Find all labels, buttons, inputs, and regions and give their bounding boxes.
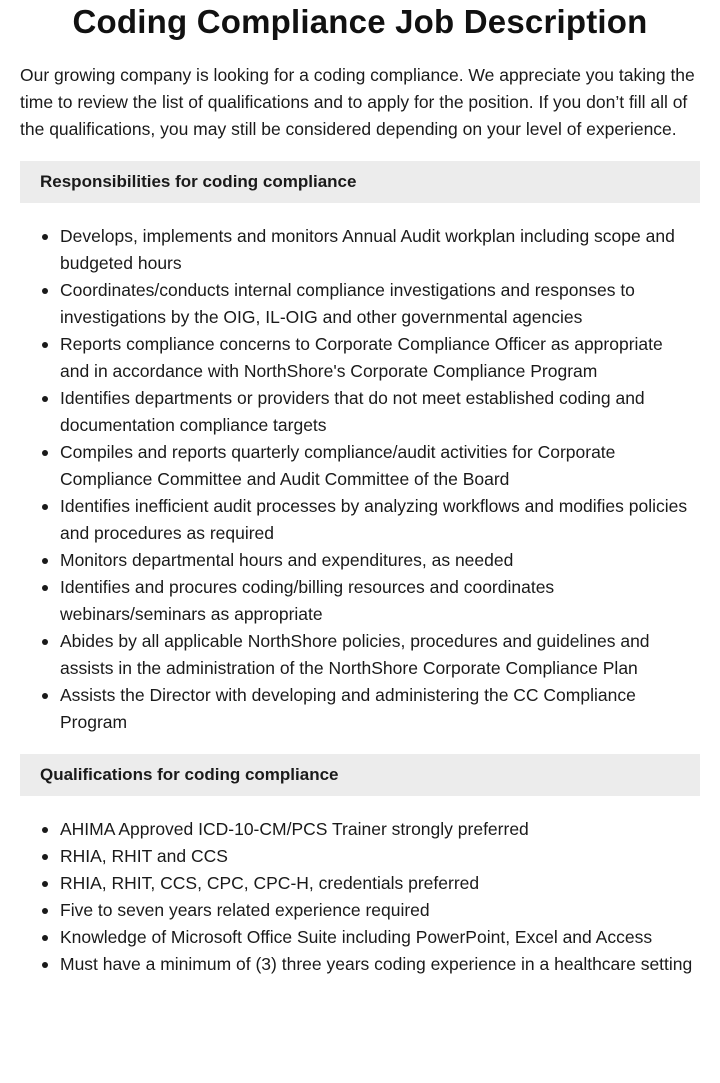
qualifications-list [20,816,700,978]
list-item [60,277,700,331]
bullet-icon [42,827,48,833]
bullet-icon [42,585,48,591]
list-item [60,924,700,951]
bullet-icon [42,881,48,887]
list-item [60,843,700,870]
list-item-text: Compiles and reports quarterly compliance/audit activities for Corporate Compliance Committee and Audit Committee of the Board [60,442,616,489]
list-item [60,493,700,547]
list-item [60,870,700,897]
bullet-icon [42,639,48,645]
list-item-text: RHIA, RHIT, CCS, CPC, CPC-H, credentials preferred [60,873,480,893]
bullet-icon [42,234,48,240]
bullet-icon [42,693,48,699]
list-item-text: Reports compliance concerns to Corporate Compliance Officer as appropriate and in accordance with NorthShore's Corporate Compliance Program [60,334,663,381]
list-item [60,897,700,924]
list-item-text: Identifies and procures coding/billing resources and coordinates webinars/seminars as appropriate [60,577,555,624]
responsibilities-list [20,223,700,736]
list-item-text: AHIMA Approved ICD-10-CM/PCS Trainer strongly preferred [60,819,529,839]
list-item [60,223,700,277]
bullet-icon [42,908,48,914]
list-item-text: Monitors departmental hours and expenditures, as needed [60,550,514,570]
list-item-text: Coordinates/conducts internal compliance investigations and responses to investigations by the OIG, IL-OIG and other governmental agencies [60,280,635,327]
bullet-icon [42,288,48,294]
bullet-icon [42,450,48,456]
bullet-icon [42,396,48,402]
list-item [60,547,700,574]
list-item [60,574,700,628]
page-title: Coding Compliance Job Description [72,3,648,40]
responsibilities-heading: Responsibilities for coding compliance [20,161,700,203]
list-item [60,682,700,736]
list-item [60,439,700,493]
bullet-icon [42,342,48,348]
list-item-text: Abides by all applicable NorthShore policies, procedures and guidelines and assists in the administration of the NorthShore Corporate Compliance Plan [60,631,650,678]
qualifications-heading: Qualifications for coding compliance [20,754,700,796]
bullet-icon [42,558,48,564]
list-item-text: Identifies departments or providers that do not meet established coding and documentation compliance targets [60,388,645,435]
list-item [60,816,700,843]
list-item [60,385,700,439]
bullet-icon [42,935,48,941]
list-item-text: Knowledge of Microsoft Office Suite including PowerPoint, Excel and Access [60,927,653,947]
list-item [60,628,700,682]
bullet-icon [42,504,48,510]
list-item-text: Assists the Director with developing and administering the CC Compliance Program [60,685,636,732]
bullet-icon [42,854,48,860]
bullet-icon [42,962,48,968]
list-item-text: Develops, implements and monitors Annual Audit workplan including scope and budgeted hours [60,226,675,273]
list-item-text: Must have a minimum of (3) three years coding experience in a healthcare setting [60,954,693,974]
intro-paragraph: Our growing company is looking for a coding compliance. We appreciate you taking the time to review the list of qualifications and to apply for the position. If you don’t fill all of the qualifications, you may still be considered depending on your level of experience. [20,65,695,139]
list-item-text: Five to seven years related experience required [60,900,430,920]
list-item-text: RHIA, RHIT and CCS [60,846,228,866]
list-item [60,331,700,385]
list-item [60,951,700,978]
list-item-text: Identifies inefficient audit processes by analyzing workflows and modifies policies and procedures as required [60,496,688,543]
